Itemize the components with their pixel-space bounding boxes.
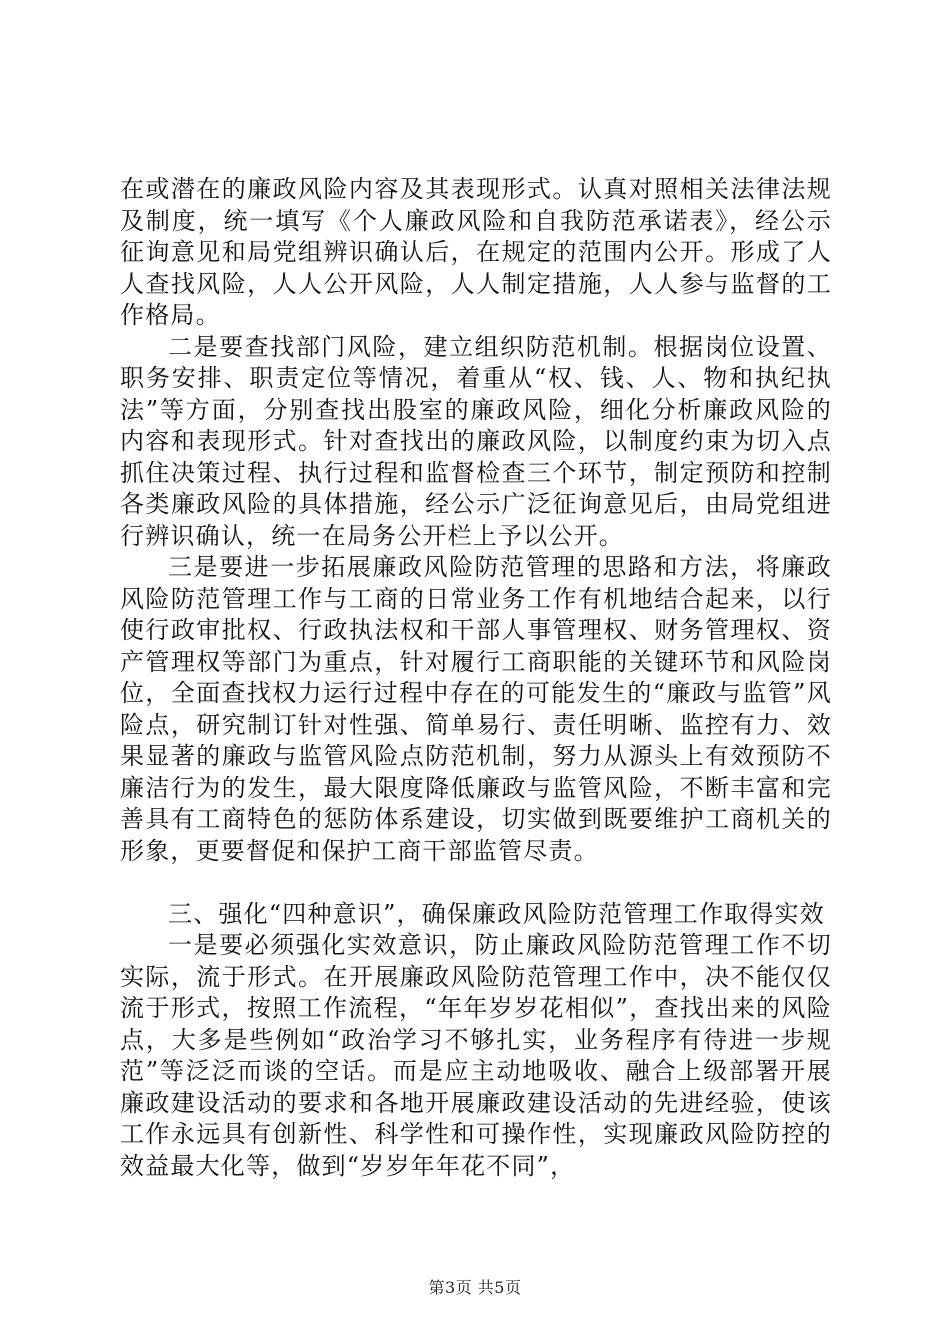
section-heading: 三、强化“四种意识”，确保廉政风险防范管理工作取得实效: [168, 899, 825, 928]
page-number-footer: 第3页 共5页: [428, 1278, 522, 1297]
paragraph-department-risk: 二是要查找部门风险，建立组织防范机制。根据岗位设置、职务安排、职责定位等情况，着重从“权、钱、人、物和执纪执法”等方面，分别查找出股室的廉政风险，细化分析廉政风险的内容和表现形式。针对查找出的廉政风险，以制度约束为切入点抓住决策过程、执行过程和监督检查三个环节，制定预防和控制各类廉政风险的具体措施，经公示广泛征询意见后，由局党组进行辨识确认，统一在局务公开栏上予以公开。: [120, 332, 832, 550]
document-body: [120, 174, 832, 1182]
paragraph-expand-methods: 三是要进一步拓展廉政风险防范管理的思路和方法，将廉政风险防范管理工作与工商的日常业务工作有机地结合起来，以行使行政审批权、行政执法权和干部人事管理权、财务管理权、资产管理权等部门为重点，针对履行工商职能的关键环节和风险岗位，全面查找权力运行过程中存在的可能发生的“廉政与监管”风险点，研究制订针对性强、简单易行、责任明晰、监控有力、效果显著的廉政与监管风险点防范机制，努力从源头上有效预防不廉洁行为的发生，最大限度降低廉政与监管风险，不断丰富和完善具有工商特色的惩防体系建设，切实做到既要维护工商机关的形象，更要督促和保护工商干部监管尽责。: [120, 553, 832, 865]
paragraph-effectiveness: 一是要必须强化实效意识，防止廉政风险防范管理工作不切实际，流于形式。在开展廉政风险防范管理工作中，决不能仅仅流于形式，按照工作流程，“年年岁岁花相似”，查找出来的风险点，大多是些例如“政治学习不够扎实，业务程序有待进一步规范”等泛泛而谈的空话。而是应主动地吸收、融合上级部署开展廉政建设活动的要求和各地开展廉政建设活动的先进经验，使该工作永远具有创新性、科学性和可操作性，实现廉政风险防控的效益最大化等，做到“岁岁年年花不同”，: [120, 931, 832, 1180]
paragraph-continuation: 在或潜在的廉政风险内容及其表现形式。认真对照相关法律法规及制度，统一填写《个人廉政风险和自我防范承诺表》，经公示征询意见和局党组辨识确认后，在规定的范围内公开。形成了人人查找风险，人人公开风险，人人制定措施，人人参与监督的工作格局。: [120, 175, 832, 329]
